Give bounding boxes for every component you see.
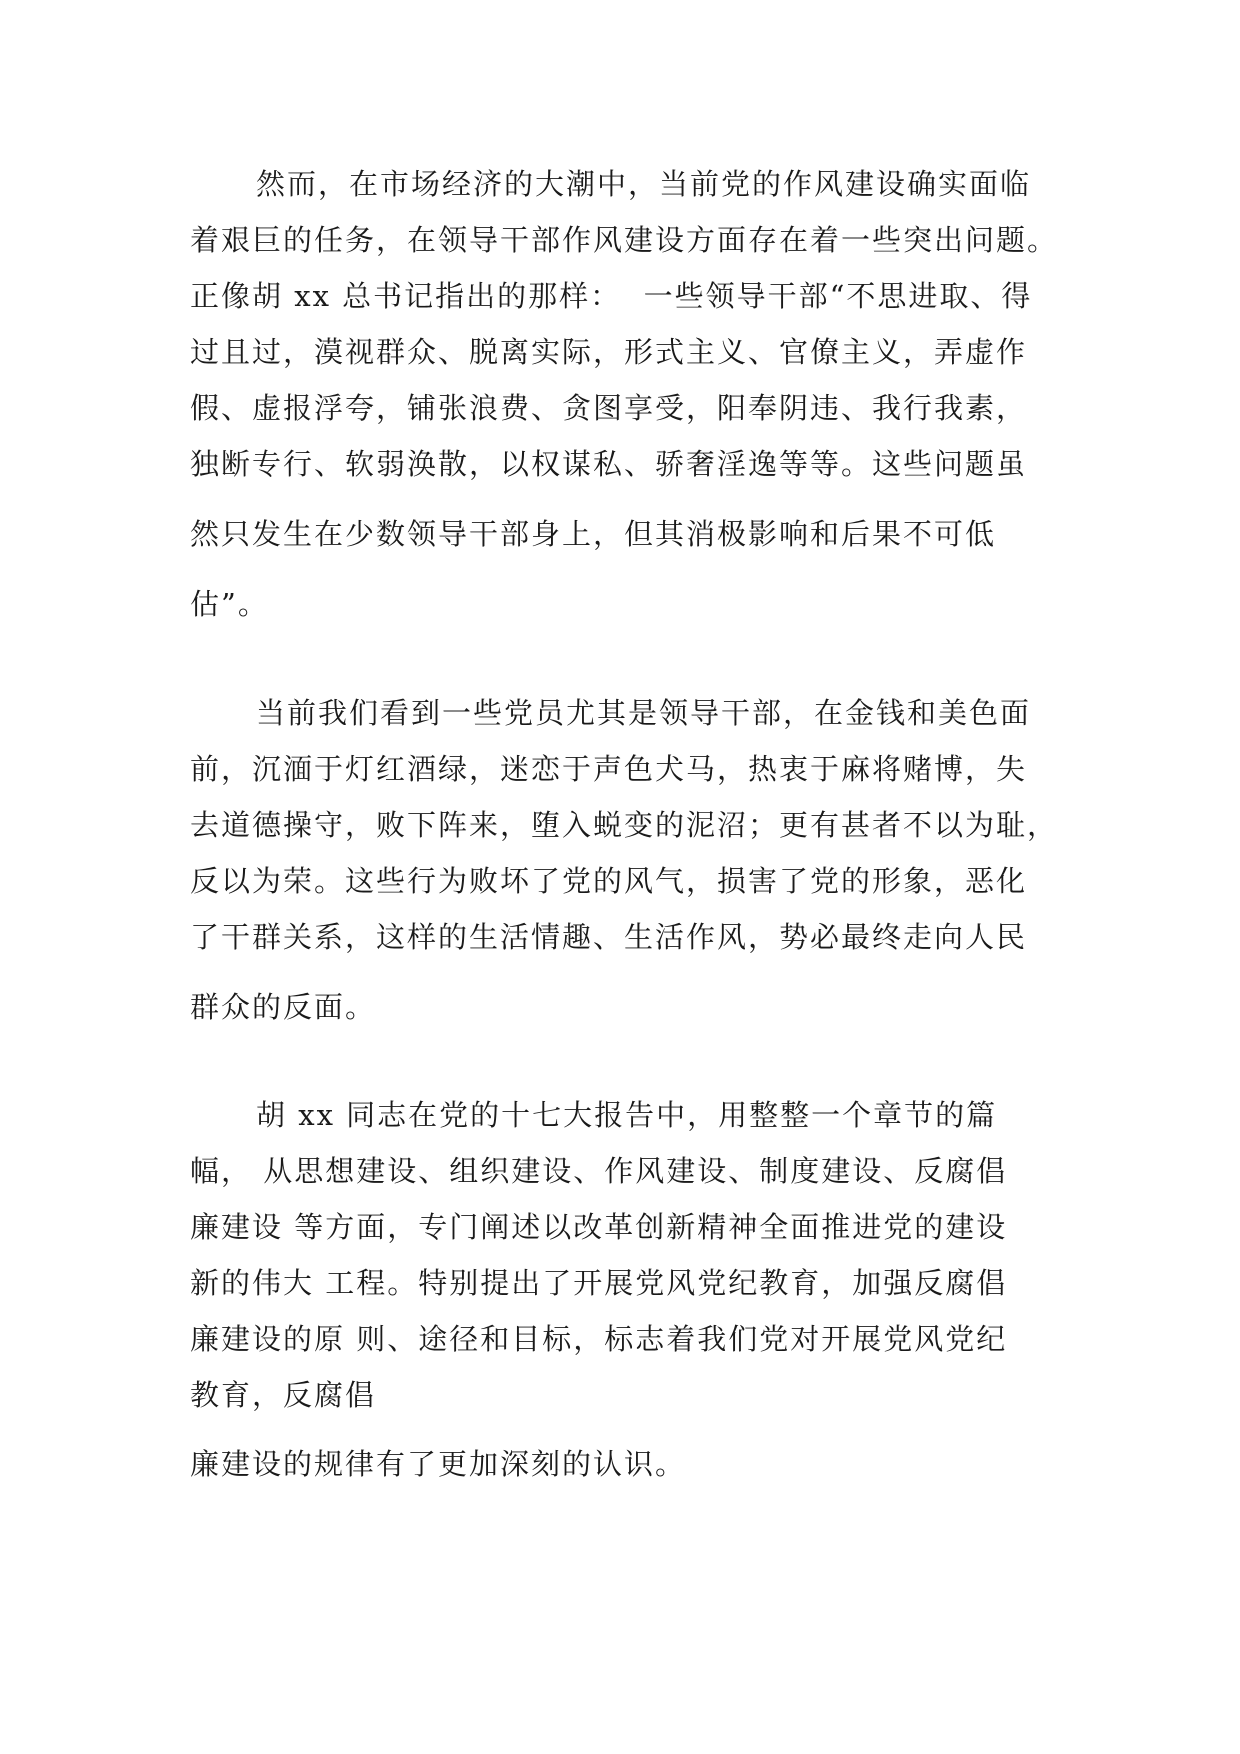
text-line: 教育，反腐倡: [190, 1378, 377, 1412]
text-line: 廉建设的规律有了更加深刻的认识。: [190, 1447, 687, 1481]
text-line: 然只发生在少数领导干部身上，但其消极影响和后果不可低: [190, 517, 997, 551]
text-line: 了干群关系，这样的生活情趣、生活作风，势必最终走向人民: [190, 920, 1028, 954]
text-line: 廉建设的原 则、途径和目标，标志着我们党对开展党风党纪: [190, 1322, 1008, 1356]
text-line: 假、虚报浮夸，铺张浪费、贪图享受，阳奉阴违、我行我素，: [190, 391, 1028, 425]
text-line: 独断专行、软弱涣散，以权谋私、骄奢淫逸等等。这些问题虽: [190, 447, 1028, 481]
text-line: 胡 xx 同志在党的十七大报告中，用整整一个章节的篇: [256, 1098, 998, 1132]
text-line: 过且过，漠视群众、脱离实际，形式主义、官僚主义，弄虚作: [190, 335, 1028, 369]
text-line: 估”。: [190, 587, 269, 621]
text-line: 廉建设 等方面，专门阐述以改革创新精神全面推进党的建设: [190, 1210, 1008, 1244]
text-line: 着艰巨的任务，在领导干部作风建设方面存在着一些突出问题。: [190, 223, 1059, 257]
text-line: 然而，在市场经济的大潮中，当前党的作风建设确实面临: [256, 167, 1032, 201]
text-line: 当前我们看到一些党员尤其是领导干部，在金钱和美色面: [256, 696, 1032, 730]
text-line: 正像胡 xx 总书记指出的那样： 一些领导干部“不思进取、得: [190, 279, 1033, 313]
text-line: 反以为荣。这些行为败坏了党的风气，损害了党的形象，恶化: [190, 864, 1028, 898]
text-line: 去道德操守，败下阵来，堕入蜕变的泥沼；更有甚者不以为耻，: [190, 808, 1059, 842]
text-line: 前，沉湎于灯红酒绿，迷恋于声色犬马，热衷于麻将赌博，失: [190, 752, 1028, 786]
text-line: 幅， 从思想建设、组织建设、作风建设、制度建设、反腐倡: [190, 1154, 1008, 1188]
text-line: 群众的反面。: [190, 990, 377, 1024]
text-line: 新的伟大 工程。特别提出了开展党风党纪教育，加强反腐倡: [190, 1266, 1008, 1300]
